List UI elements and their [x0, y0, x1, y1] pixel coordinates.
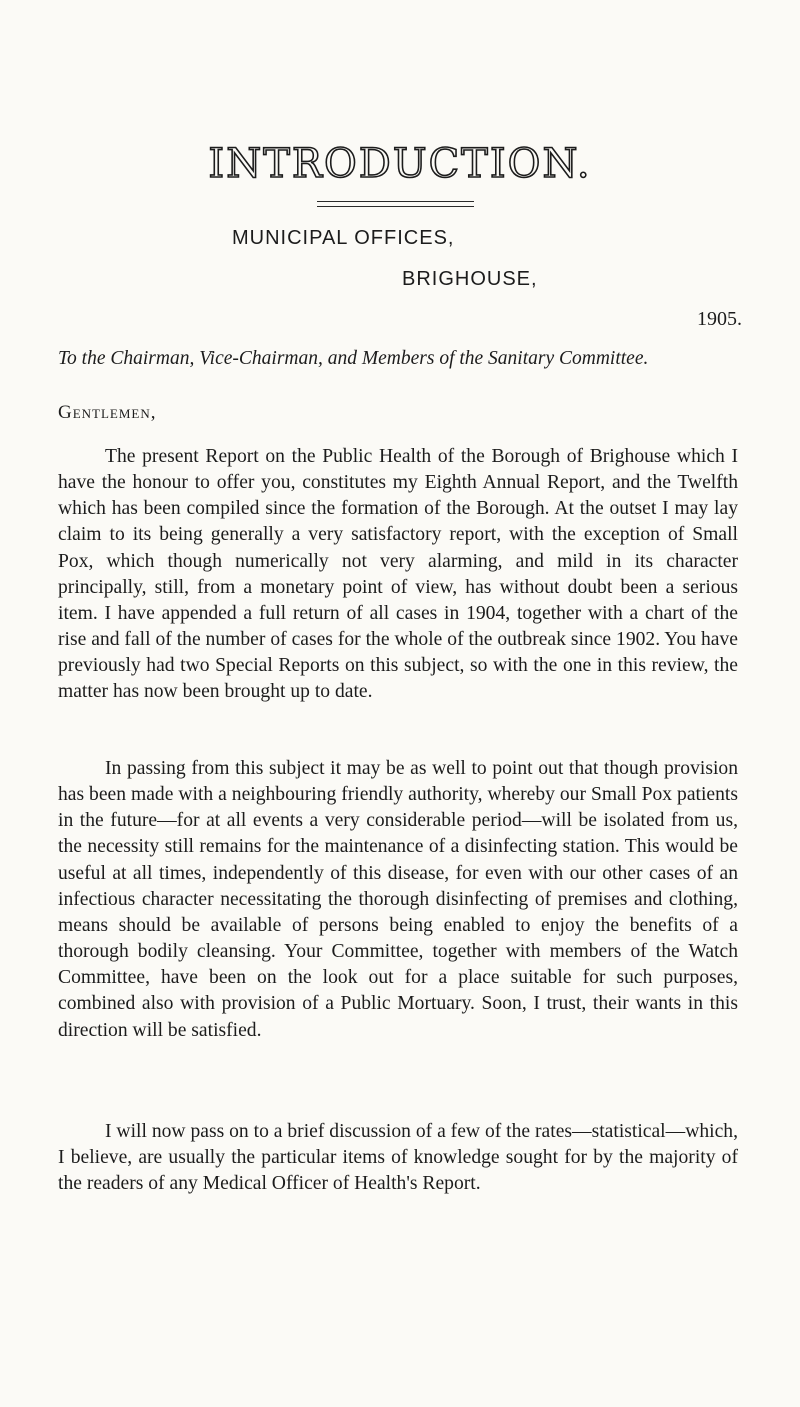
- letterhead-town: BRIGHOUSE,: [402, 268, 538, 290]
- addressee-line: To the Chairman, Vice-Chairman, and Members of the Sanitary Committee.: [58, 348, 649, 369]
- paragraph-3: I will now pass on to a brief discussion of a few of the rates—statistical—which, I believe, are usually the particular items of knowledge sought for by the majority of the readers of any Medical Officer of Health's Report.: [58, 1121, 738, 1195]
- paragraph-1: The present Report on the Public Health of the Borough of Brighouse which I have the honour to offer you, constitutes my Eighth Annual Report, and the Twelfth which has been compiled since the formation of the Borough. At the outset I may lay claim to its being generally a very satisfactory report, with the exception of Small Pox, which though numerically not very alarming, and mild in its character principally, still, from a monetary point of view, has without doubt been a serious item. I have appended a full return of all cases in 1904, together with a chart of the rise and fall of the number of cases for the whole of the outbreak since 1902. You have previously had two Special Reports on this subject, so with the one in this review, the matter has now been brought up to date.: [58, 446, 738, 703]
- title-underline-top: [317, 201, 474, 202]
- letterhead-offices: MUNICIPAL OFFICES,: [232, 227, 455, 249]
- paragraph-2: In passing from this subject it may be as well to point out that though provision has been made with a neighbouring friendly authority, whereby our Small Pox patients in the future—for at all events a very considerable period—will be isolated from us, the necessity still remains for the maintenance of a disinfecting station. This would be useful at all times, independently of this disease, for even with our other cases of an infectious character necessitating the thorough disinfecting of premises and clothing, means should be available of persons being enabled to enjoy the benefits of a thorough bodily cleansing. Your Committee, together with members of the Watch Committee, have been on the look out for a place suitable for such purposes, combined also with provision of a Public Mortuary. Soon, I trust, their wants in this direction will be satisfied.: [58, 758, 738, 1041]
- title-underline-bottom: [317, 206, 474, 207]
- page-title: INTRODUCTION.: [208, 141, 592, 187]
- letterhead-year: 1905.: [697, 308, 742, 330]
- salutation: Gentlemen,: [58, 402, 157, 423]
